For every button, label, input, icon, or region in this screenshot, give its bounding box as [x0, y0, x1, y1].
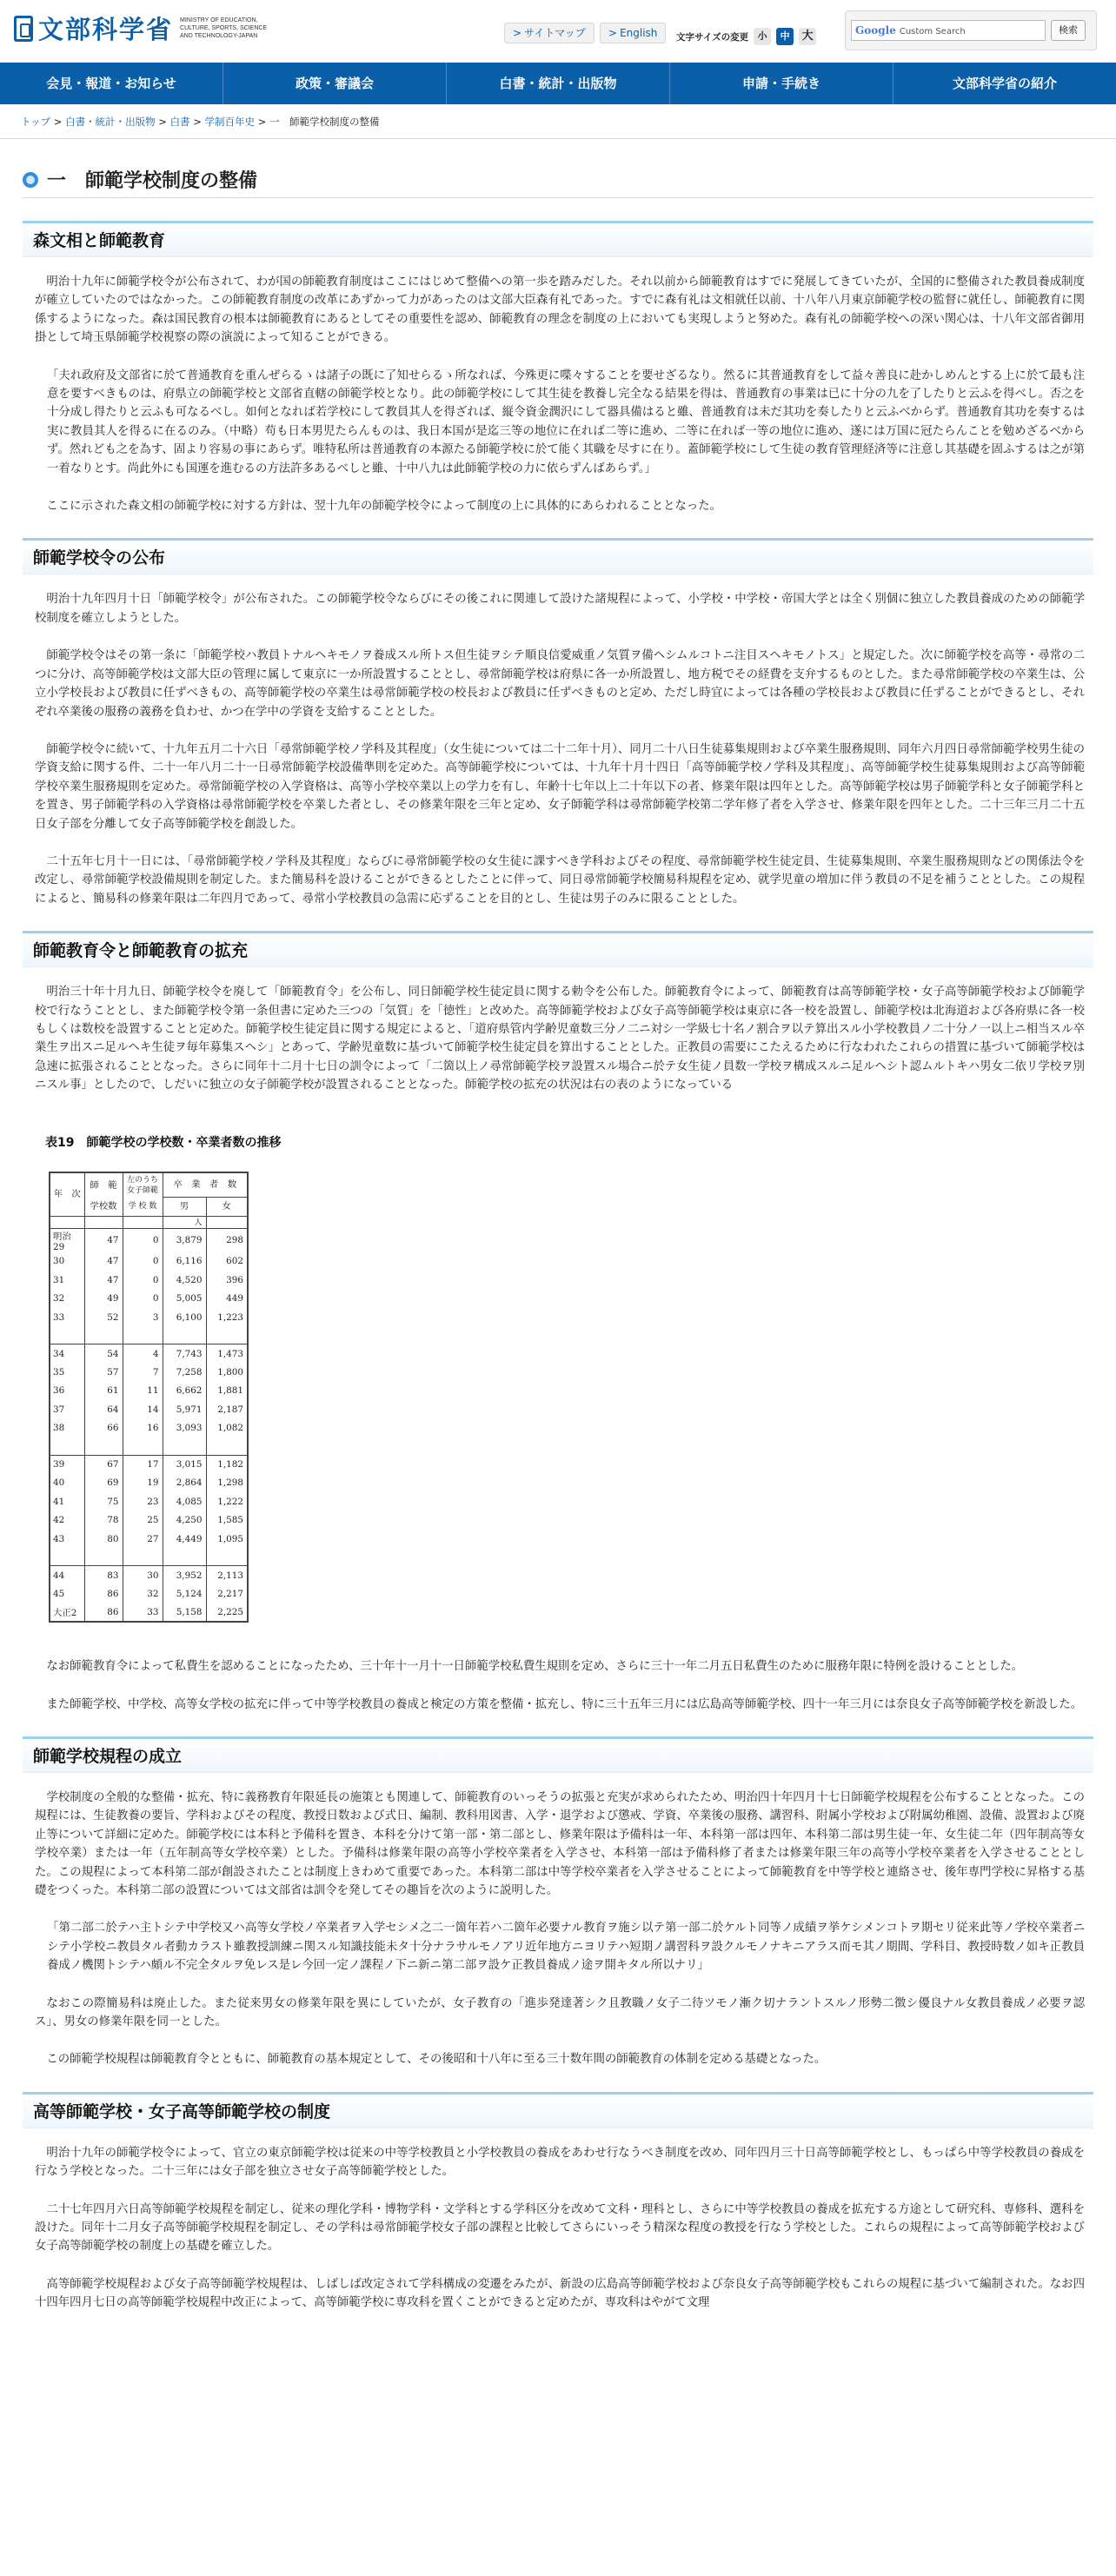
table-cell-female: 1,222 — [206, 1492, 248, 1511]
table-cell-male: 5,124 — [163, 1584, 206, 1603]
table-cell-female: 1,095 — [206, 1530, 248, 1549]
table-spacer-cell — [206, 1437, 248, 1455]
chevron-right-icon: > — [608, 27, 618, 39]
table-unit-row — [50, 1216, 248, 1228]
table-row — [50, 1228, 248, 1252]
table-cell-schools: 47 — [84, 1271, 123, 1290]
table-cell-female: 449 — [206, 1290, 248, 1309]
col-header-year: 年 次 — [50, 1172, 84, 1217]
sitemap-link[interactable] — [504, 23, 595, 43]
table-cell-women: 27 — [123, 1530, 163, 1549]
table-cell-women: 11 — [123, 1382, 163, 1401]
main-content — [23, 139, 1093, 2313]
table-cell-female: 1,585 — [206, 1511, 248, 1530]
col-header-women-group: 左のうち女子師範 — [123, 1172, 163, 1198]
col-header-schools: 学校数 — [84, 1198, 123, 1217]
paragraph: 明治十九年の師範学校令によって、官立の東京師範学校は従来の中等学校教員と小学校教員の養成をあわせ行なうべき制度を改め、同年四月三十日高等師範学校とし、もっぱら中等学校教員の養成を行なう学校となった。二十三年には女子部を独立させ女子高等師範学校とした。 — [35, 2146, 1085, 2179]
table-row — [50, 1419, 248, 1438]
logo-english: MINISTRY OF EDUCATION, CULTURE, SPORTS, SCIENCE AND TECHNOLOGY-JAPAN — [180, 17, 268, 39]
section-heading: 師範教育令と師範教育の拡充 — [23, 931, 1093, 967]
title-bullet-icon — [23, 172, 38, 188]
logo-name: 文部科学省 — [38, 15, 174, 44]
table-cell-schools: 57 — [84, 1363, 123, 1382]
table-row — [50, 1455, 248, 1474]
table-cell-women: 25 — [123, 1511, 163, 1530]
table-spacer-cell — [50, 1549, 84, 1566]
table-cell-female: 2,225 — [206, 1603, 248, 1623]
paragraph: なお師範教育令によって私費生を認めることになったため、三十年十一月十一日師範学校私費生規則を定め、さらに三十一年二月五日私費生のために服務年限に特例を設けることとした。 — [46, 1660, 1024, 1674]
table-cell-women: 16 — [123, 1419, 163, 1438]
table-cell-schools: 64 — [84, 1400, 123, 1419]
page-title — [23, 165, 1093, 198]
table-cell-year: 大正2 — [50, 1603, 84, 1623]
table-cell-women: 32 — [123, 1584, 163, 1603]
table-cell-female: 1,800 — [206, 1363, 248, 1382]
col-header-women-schools: 学 校 数 — [123, 1198, 163, 1217]
table-cell-male: 2,864 — [163, 1474, 206, 1493]
table-cell-male: 6,100 — [163, 1308, 206, 1327]
table-unit-cell — [206, 1216, 248, 1228]
table-cell-women: 7 — [123, 1363, 163, 1382]
font-size-switcher — [676, 28, 816, 45]
paragraph: この師範学校規程は師範教育令とともに、師範教育の基本規定として、その後昭和十八年に至る三十数年間の師範教育の体制を定める基礎となった。 — [46, 2053, 827, 2067]
table-spacer-cell — [84, 1437, 123, 1455]
table-cell-year: 38 — [50, 1419, 84, 1438]
table-row — [50, 1511, 248, 1530]
table-cell-year: 35 — [50, 1363, 84, 1382]
section-heading: 高等師範学校・女子高等師範学校の制度 — [23, 2092, 1093, 2128]
table-cell-male: 4,449 — [163, 1530, 206, 1549]
quote-paragraph: 「第二部二於テハ主トシテ中学校又ハ高等女学校ノ卒業者ヲ入学セシメ之二一箇年若ハ二箇年必要ナル教育ヲ施シ以テ第一部二於ケルト同等ノ成績ヲ挙ケシメンコトヲ期セリ従来此等ノ学校卒業者ニシテ小学校ニ教員タル者動カラスト雖教授訓練ニ関スル知識技能未タ十分ナラサルモノアリ近年地方ニヨリテハ短期ノ講習科ヲ設クルモノナキニアラス而モ其ノ期間、学科目、教授時数ノ如キ正教員養成ノ機関トシテハ頗ル不完全タルヲ免レス是レ今回一定ノ課程ノ下ニ新ニ第二部ヲ設ケ正教員養成ノ途ヲ開キタル所以ナリ」 — [47, 1922, 1085, 1973]
table-spacer-cell — [84, 1327, 123, 1344]
table-spacer-cell — [123, 1437, 163, 1455]
table-cell-women: 30 — [123, 1566, 163, 1585]
table-cell-schools: 47 — [84, 1228, 123, 1252]
table-cell-male: 4,250 — [163, 1511, 206, 1530]
paragraph: 明治十九年四月十日「師範学校令」が公布された。この師範学校令ならびにその後これに関連して設けた諸規程によって、小学校・中学校・帝国大学とは全く別個に独立した教員養成のための師範学校制度を確立しようとした。 — [35, 593, 1085, 625]
table-cell-male: 3,952 — [163, 1566, 206, 1585]
table-spacer-row — [50, 1327, 248, 1344]
breadcrumb-publications[interactable]: 白書・統計・出版物 — [65, 116, 156, 128]
table-unit-cell — [123, 1216, 163, 1228]
table-cell-schools: 83 — [84, 1566, 123, 1585]
table-cell-female: 2,187 — [206, 1400, 248, 1419]
table-row — [50, 1530, 248, 1549]
paragraph: 高等師範学校規程および女子高等師範学校規程は、しばしば改定されて学科構成の変遷をみたが、新設の広島高等師範学校および奈良女子高等師範学校もこれらの規程に基づいて編制された。なお四十四年四月七日の高等師範学校規程中改正によって、高等師範学校に専攻科を置くことができると定めたが、専攻科はやがて文理 — [35, 2277, 1085, 2310]
col-header-male: 男 — [163, 1198, 206, 1217]
nav-item-about[interactable]: 文部科学省の紹介 — [952, 76, 1057, 91]
table-cell-schools: 69 — [84, 1474, 123, 1493]
table-cell-schools: 86 — [84, 1584, 123, 1603]
table-cell-male: 5,971 — [163, 1400, 206, 1419]
breadcrumb-top[interactable]: トップ — [21, 116, 51, 128]
table-cell-year: 45 — [50, 1584, 84, 1603]
table-cell-schools: 54 — [84, 1344, 123, 1364]
table-row — [50, 1271, 248, 1290]
font-size-label: 文字サイズの変更 — [676, 31, 749, 43]
breadcrumb-current: 一 師範学校制度の整備 — [269, 116, 380, 128]
table-row — [50, 1400, 248, 1419]
breadcrumb-whitepaper[interactable]: 白書 — [169, 116, 190, 128]
table-cell-year: 34 — [50, 1344, 84, 1364]
table-cell-female: 1,082 — [206, 1419, 248, 1438]
table-cell-year: 36 — [50, 1382, 84, 1401]
table-cell-women: 14 — [123, 1400, 163, 1419]
table-cell-male: 4,520 — [163, 1271, 206, 1290]
breadcrumb-history[interactable]: 学制百年史 — [204, 116, 256, 128]
table-cell-male: 7,743 — [163, 1344, 206, 1364]
breadcrumb-separator: > — [255, 116, 269, 128]
table-cell-female: 1,881 — [206, 1382, 248, 1401]
table-spacer-cell — [123, 1327, 163, 1344]
table-cell-year: 41 — [50, 1492, 84, 1511]
table-cell-schools: 67 — [84, 1455, 123, 1474]
table-cell-schools: 66 — [84, 1419, 123, 1438]
table-cell-schools: 78 — [84, 1511, 123, 1530]
table-cell-year: 33 — [50, 1308, 84, 1327]
table-cell-male: 6,662 — [163, 1382, 206, 1401]
table-cell-male: 5,005 — [163, 1290, 206, 1309]
search-placeholder: Custom Search — [899, 27, 966, 37]
table-spacer-row — [50, 1549, 248, 1566]
stats-table-body — [50, 1216, 248, 1622]
table-cell-women: 0 — [123, 1271, 163, 1290]
font-size-large-button[interactable]: 大 — [799, 28, 816, 45]
table-spacer-cell — [123, 1549, 163, 1566]
table-spacer-cell — [163, 1437, 206, 1455]
nav-item-policy[interactable]: 政策・審議会 — [223, 63, 447, 104]
table-cell-schools: 52 — [84, 1308, 123, 1327]
table-cell-female: 1,298 — [206, 1474, 248, 1493]
table-spacer-cell — [50, 1327, 84, 1344]
paragraph: 師範学校令に続いて、十九年五月二十六日「尋常師範学校ノ学科及其程度」（女生徒については二十二年十月）、同月二十八日生徒募集規則および卒業生服務規則、同年六月四日尋常師範学校男生徒の学資支給に関する件、二十一年八月二十一日尋常師範学校設備準則を定めた。高等師範学校については、十九年十月十四日「高等師範学校ノ学科及其程度」、高等師範学校生徒募集規則および高等師範学校卒業生服務規則を定めた。尋常師範学校の入学資格は、高等小学校卒業以上の学力を有し、年齢十七年以上二十年以下の者、修業年限は四年とした。高等師範学校は男子師範学科と女子師範学科とを置き、男子師範学科の入学資格は尋常師範学校を卒業した者とし、その修業年限を三年と定め、女子師範学科は尋常師範学校第二学年修了者を入学させ、修業年限を四年とした。二十三年三月二十五日女子部を分離して女子高等師範学校を創設した。 — [35, 742, 1085, 831]
table-spacer-cell — [163, 1549, 206, 1566]
table-cell-women: 3 — [123, 1308, 163, 1327]
site-logo[interactable] — [14, 10, 276, 46]
table-spacer-row — [50, 1437, 248, 1455]
section-mori — [23, 221, 1093, 515]
col-header-grads-group: 卒 業 者 数 — [163, 1172, 248, 1198]
search-input[interactable] — [851, 20, 1046, 41]
table-cell-schools: 80 — [84, 1530, 123, 1549]
table-row — [50, 1603, 248, 1623]
table-spacer-cell — [206, 1327, 248, 1344]
section-heading: 森文相と師範教育 — [23, 221, 1093, 257]
table-cell-female: 2,113 — [206, 1566, 248, 1585]
table-unit-cell: 人 — [163, 1216, 206, 1228]
english-label: English — [620, 27, 658, 39]
table-row — [50, 1363, 248, 1382]
table-row — [50, 1492, 248, 1511]
table-spacer-cell — [84, 1549, 123, 1566]
table-cell-year: 39 — [50, 1455, 84, 1474]
nav-item-applications[interactable]: 申請・手続き — [670, 63, 893, 104]
search-panel — [845, 10, 1097, 50]
section-normal-school-order — [23, 538, 1093, 908]
table-spacer-cell — [163, 1327, 206, 1344]
paragraph: 明治三十年十月九日、師範学校令を廃して「師範教育令」を公布し、同日師範学校生徒定員に関する勅令を公布した。師範教育令によって、師範教育は高等師範学校・女子高等師範学校および師範学校で行なうこととし、また師範学校令第一条但書に定めた三つの「気質」を「徳性」と改めた。高等師範学校および女子高等師範学校は東京に各一校を設置し、師範学校は北海道および各府県に各一校もしくは数校を設置することと定めた。師範学校生徒定員に関する規定によると、「道府県管内学齢児童数三分ノ二ニ対シ一学級七十名ノ割合ヲ以テ算出スル小学校教員ノ二十分ノ一以上ニ相当スル卒業生ヲ出スニ足ルヘキ生徒ヲ毎年募集スヘシ」とあって、学齢児童数に基づいて師範学校生徒定員を算出することとした。正教員の需要にこたえるために行なわれたこれらの措置に基づいて師範学校は急速に拡張されることとなった。さらに同年十二月十七日の訓令によって「二箇以上ノ尋常師範学校ヲ設置スル場合ニ於テ女生徒ノ員数一学校ヲ構成スルニ足ルヘシト認ムルトキハ男女二依リ学校ヲ別ニスル事」としたので、しだいに独立の女子師範学校が設置されることとなった。師範学校の拡充の状況は右の表のようになっている — [35, 986, 1085, 1092]
table-spacer-cell — [50, 1437, 84, 1455]
font-size-medium-button[interactable]: 中 — [776, 28, 794, 45]
paragraph: 師範学校令はその第一条に「師範学校ハ教員トナルヘキモノヲ養成スル所トス但生徒ヲシテ順良信愛威重ノ気質ヲ備ヘシムルコトニ注目スヘキモノトス」と規定した。次に師範学校を高等・尋常の二つに分け、高等師範学校は文部大臣の管理に属して東京に一か所設置することとし、尋常師範学校は府県に各一か所設置し、地方税でその経費を支弁するものとした。また尋常師範学校の卒業生は、公立小学校長および教員に任ずべきもの、高等師範学校の卒業生は尋常師範学校の校長および教員に任ずべきものと定め、ただし時宜によっては各種の学校長および教員に任ずることができるとし、それぞれ卒業後の服務の義務を負わせ、かつ在学中の学資を支給することとした。 — [35, 649, 1085, 719]
breadcrumb — [0, 104, 1116, 139]
table-cell-male: 4,085 — [163, 1492, 206, 1511]
page-title-text: 一 師範学校制度の整備 — [47, 170, 258, 192]
table-cell-women: 0 — [123, 1228, 163, 1252]
table-cell-women: 0 — [123, 1252, 163, 1271]
table-cell-schools: 47 — [84, 1252, 123, 1271]
table-cell-year: 37 — [50, 1400, 84, 1419]
section-normal-education-order — [23, 931, 1093, 1094]
paragraph: 明治十九年に師範学校令が公布されて、わが国の師範教育制度はここにはじめて整備への第一歩を踏みだした。それ以前から師範教育はすでに発展してきていたが、全国的に整備された教員養成制度が確立していたのではなかった。この師範教育制度の改革にあずかって力があったのは文部大臣森有礼であった。すでに森有礼は文相就任以前、十八年八月東京師範学校の監督に就任し、師範教育に関係するようになった。森は国民教育の根本は師範教育にあるとしてその重要性を認め、師範教育の理念を制度の上においても実現しようと努めた。森有礼の師範学校への深い関心は、十八年文部省御用掛として埼玉県師範学校視察の際の演説によって知ることができる。 — [35, 276, 1085, 345]
table-unit-cell — [84, 1216, 123, 1228]
table-cell-women: 4 — [123, 1344, 163, 1364]
table-cell-year: 30 — [50, 1252, 84, 1271]
table-cell-female: 602 — [206, 1252, 248, 1271]
site-header — [0, 0, 1116, 63]
table-row — [50, 1308, 248, 1327]
logo-mark-icon — [14, 16, 33, 42]
table-cell-schools: 61 — [84, 1382, 123, 1401]
table-cell-male: 3,879 — [163, 1228, 206, 1252]
breadcrumb-separator: > — [189, 116, 205, 128]
table-cell-women: 17 — [123, 1455, 163, 1474]
sitemap-label: サイトマップ — [524, 27, 586, 39]
col-header-female: 女 — [206, 1198, 248, 1217]
global-nav — [0, 63, 1116, 104]
table-row — [50, 1584, 248, 1603]
table-caption: 表19 師範学校の学校数・卒業者数の推移 — [45, 1135, 282, 1150]
table-row — [50, 1252, 248, 1271]
table-cell-year: 44 — [50, 1566, 84, 1585]
search-button[interactable]: 検索 — [1051, 20, 1086, 41]
font-size-small-button[interactable]: 小 — [754, 28, 771, 45]
google-brand: Google — [855, 24, 896, 37]
table-cell-year: 31 — [50, 1271, 84, 1290]
table-cell-female: 298 — [206, 1228, 248, 1252]
table-cell-schools: 49 — [84, 1290, 123, 1309]
chevron-right-icon: > — [513, 27, 522, 39]
nav-item-publications[interactable]: 白書・統計・出版物 — [447, 63, 670, 104]
table-row — [50, 1566, 248, 1585]
quote-paragraph: 「夫れ政府及文部省に於て普通教育を重んぜらるゝは諸子の既に了知せらるゝ所なれば、今殊更に喋々することを要せざるなり。然るに其普通教育をして益々善良に赴かしめんとする上に於て最も注意を要すべきものは、府県立の師範学校と文部省直轄の師範学校となり。此の師範学校にして其生徒を教養し完全なる結果を得は、普通教育の事業は已に十分の九を了したりと云ふを得べし。否之を十分成し得たりと云ふも可なるべし。如何となれば若学校にして教員其人を得ざれば、縦令資金潤沢にして器具備はると雖、普通教育は未だ其功を奏したりと云ふべからず。普通教育其功を奏するは実に教員其人を得るに在るのみ。（中略）苟も日本男児たらんものは、我日本国が是迄三等の地位に在れば二等に進め、二等に在れば一等の地位に進め、遂には万国に冠たらんことを勉めざるべからず。然れども之を為す、固より容易の事にあらず。唯特私所は普通教育の本源たる師範学校に於て能く其職を尽すに在り。蓋師範学校にして生徒の教育管理経済等に注意し其基礎を固ふするは之が第一着なりとす。尚此外にも国運を進むるの方法許多あるべしと雖、十中八九は此師範学校の力に依らずんばあらず。」 — [47, 368, 1085, 475]
table-cell-year: 明治29 — [50, 1228, 84, 1252]
table-cell-women: 23 — [123, 1492, 163, 1511]
table-cell-female: 396 — [206, 1271, 248, 1290]
breadcrumb-separator: > — [50, 116, 66, 128]
table-cell-female: 1,473 — [206, 1344, 248, 1364]
table-row — [50, 1382, 248, 1401]
paragraph: 二十五年七月十一日には、「尋常師範学校ノ学科及其程度」ならびに尋常師範学校の女生徒に課すべき学科およびその程度、尋常師範学校生徒定員、生徒募集規則、卒業生服務規則などの関係法令を改定し、尋常師範学校設備規則を制定した。また簡易科を設けることができるとしたことに伴って、同日尋常師範学校簡易科規程を定め、就学児童の増加に伴う教員の不足を補うこととした。この規程によると、簡易科の修業年限は二年四月であって、尋常小学校教員の急需に応ずることを目的とし、生徒は男子のみに限ることとした。 — [35, 854, 1085, 906]
table-cell-women: 33 — [123, 1603, 163, 1623]
table-cell-year: 42 — [50, 1511, 84, 1530]
table-cell-year: 32 — [50, 1290, 84, 1309]
section-heading: 師範学校令の公布 — [23, 538, 1093, 574]
table-cell-women: 19 — [123, 1474, 163, 1493]
table-cell-male: 6,116 — [163, 1252, 206, 1271]
table-row — [50, 1474, 248, 1493]
table-cell-schools: 86 — [84, 1603, 123, 1623]
section-heading: 師範学校規程の成立 — [23, 1736, 1093, 1773]
table-spacer-cell — [206, 1549, 248, 1566]
english-link[interactable] — [600, 23, 666, 43]
paragraph: 学校制度の全般的な整備・拡充、特に義務教育年限延長の施策とも関連して、師範教育のいっそうの拡張と充実が求められたため、明治四十年四月十七日師範学校規程を公布することとなった。この規程には、生徒教養の要旨、学科およびその程度、教授日数および式日、編制、教科用図書、入学・退学および懲戒、学資、卒業後の服務、講習科、附属小学校および附属幼稚園、設備、設置および廃止等について詳細に定めた。師範学校には本科と予備科を置き、本科を分けて第一部・第二部とし、修業年限は予備科は一年、本科第一部は四年、本科第二部は男生徒一年、女生徒二年（四年制高等女学校卒業）または一年（五年制高等女学校卒業）とした。予備科は修業年限の高等小学校卒業者を入学させ、本科第一部は予備科修了者または修業年限三年の高等小学校卒業者を入学させることとした。この規程によって本科第二部が創設されたことは制度上きわめて重要であった。本科第二部は中等学校卒業者を入学させることによって師範教育を中等学校と連絡させ、後年専門学校に昇格する基礎をつくった。本科第二部の設置については文部省は訓令を発してその趣旨を次のように説明した。 — [35, 1790, 1085, 1897]
breadcrumb-separator: > — [155, 116, 170, 128]
section-normal-school-rules — [23, 1736, 1093, 2069]
table-cell-women: 0 — [123, 1290, 163, 1309]
col-header-schools-group: 師 範 — [84, 1172, 123, 1198]
paragraph: なおこの際簡易科は廃止した。また従来男女の修業年限を異にしていたが、女子教育の「進歩発達著シク且教職ノ女子二待ツモノ漸ク切ナラントスルノ形勢二徴シ優良ナル女教員養成ノ必要ヲ認ス」、男女の修業年限を同一とした。 — [35, 1996, 1085, 2028]
paragraph: また師範学校、中学校、高等女学校の拡充に伴って中等学校教員の養成と検定の方策を整備・拡充し、特に三十五年三月には広島高等師範学校、四十一年三月には奈良女子高等師範学校を新設した。 — [46, 1697, 1083, 1711]
table-cell-male: 3,015 — [163, 1455, 206, 1474]
table-cell-female: 1,223 — [206, 1308, 248, 1327]
table-cell-female: 2,217 — [206, 1584, 248, 1603]
table-cell-female: 1,182 — [206, 1455, 248, 1474]
paragraph: 二十七年四月六日高等師範学校規程を制定し、従来の理化学科・博物学科・文学科とする学科区分を改めて文科・理科とし、さらに中等学校教員の養成を拡充する方途として研究科、専修科、選科を設けた。同年十二月女子高等師範学校規程を制定し、その学科は尋常師範学校女子部の課程と比較してさらにいっそう精深な程度の教授を行なう学校とした。これらの規程によって高等師範学校および女子高等師範学校の制度上の基礎を確立した。 — [35, 2202, 1085, 2254]
table-cell-male: 3,093 — [163, 1419, 206, 1438]
table-cell-schools: 75 — [84, 1492, 123, 1511]
table-row — [50, 1344, 248, 1364]
paragraph: ここに示された森文相の師範学校に対する方針は、翌十九年の師範学校令によって制度の上に具体的にあらわれることとなった。 — [46, 500, 722, 514]
table-cell-male: 5,158 — [163, 1603, 206, 1623]
table-cell-year: 43 — [50, 1530, 84, 1549]
section-higher-normal-schools — [23, 2092, 1093, 2313]
stats-table — [49, 1172, 249, 1623]
table-cell-male: 7,258 — [163, 1363, 206, 1382]
table-unit-cell — [50, 1216, 84, 1228]
nav-item-press[interactable]: 会見・報道・お知らせ — [0, 63, 223, 104]
table-cell-year: 40 — [50, 1474, 84, 1493]
table-row — [50, 1290, 248, 1309]
